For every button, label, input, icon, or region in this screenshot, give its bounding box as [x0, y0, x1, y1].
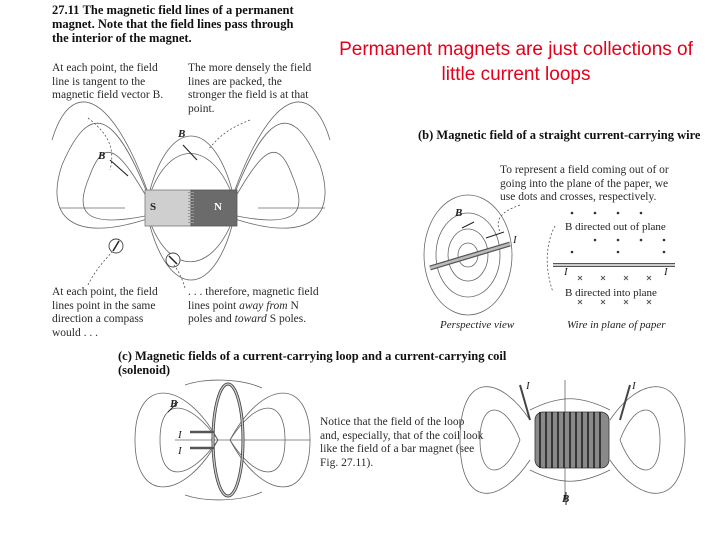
fig-c-loop-vector-b: B	[170, 398, 178, 410]
fig-b-dir-out: B directed out of plane	[565, 221, 666, 233]
fig-b-plane-view: Wire in plane of paper	[567, 319, 666, 331]
fig-b-current-perspective: I	[513, 234, 517, 246]
fig-c-coil-current-left: I	[526, 380, 530, 392]
fig-a-number: 27.11	[52, 3, 80, 17]
solenoid-field	[460, 380, 685, 505]
current-loop-field	[135, 380, 310, 500]
fig-a-note-poles-pre: . . . therefore, magnetic field lines point	[188, 286, 319, 312]
fig-b-caption-text: (b) Magnetic field of a straight current-carrying wire	[418, 128, 701, 142]
fig-b-dir-in: B directed into plane	[565, 287, 657, 299]
fig-a-note-poles-post: S poles.	[266, 313, 307, 325]
fig-c-loop-current-top: I	[178, 429, 182, 441]
vector-b-label-left: B	[98, 150, 106, 162]
fig-b-current-left: I	[564, 266, 568, 278]
fig-b-current-right: I	[664, 266, 668, 278]
fig-c-coil-current-right: I	[632, 380, 636, 392]
fig-b-vector-b: B	[455, 207, 463, 219]
pole-s-label: S	[150, 201, 157, 213]
fig-a-note-compass: At each point, the field lines point in the same direction a compass would . . .	[52, 286, 158, 339]
fig-b-perspective-view: Perspective view	[440, 319, 515, 331]
fig-c-caption-text: (c) Magnetic fields of a current-carrying loop and a current-carrying coil (solenoid)	[118, 349, 507, 377]
fig-a-caption-text: The magnetic field lines of a permanent magnet. Note that the field lines pass through the interior of the magnet.	[52, 3, 294, 45]
pole-n-label: N	[214, 201, 222, 213]
solenoid-coil	[535, 412, 609, 468]
fig-a-note-poles-away: away from	[239, 299, 288, 312]
fig-a-note-dense: The more densely the field lines are packed, the stronger the field is at that point.	[188, 62, 312, 115]
vector-b-label-top: B	[178, 128, 186, 140]
fig-a-note-poles-mid: N poles and	[188, 299, 299, 325]
fig-b-note: To represent a field coming out of or going into the plane of the paper, we use dots and crosses, respectively.	[500, 164, 669, 203]
fig-c-coil-vector-b: B	[562, 493, 570, 505]
fig-c-loop-current-bottom: I	[178, 445, 182, 457]
slide-title: Permanent magnets are just collections of little current loops	[339, 39, 693, 85]
fig-c-note: Notice that the field of the loop and, especially, that of the coil look like the field of a bar magnet (see Fig. 27.11).	[320, 416, 484, 469]
fig-a-note-poles-toward: toward	[234, 313, 267, 325]
fig-a-note-tangent: At each point, the field line is tangent to the magnetic field vector B.	[52, 62, 164, 101]
